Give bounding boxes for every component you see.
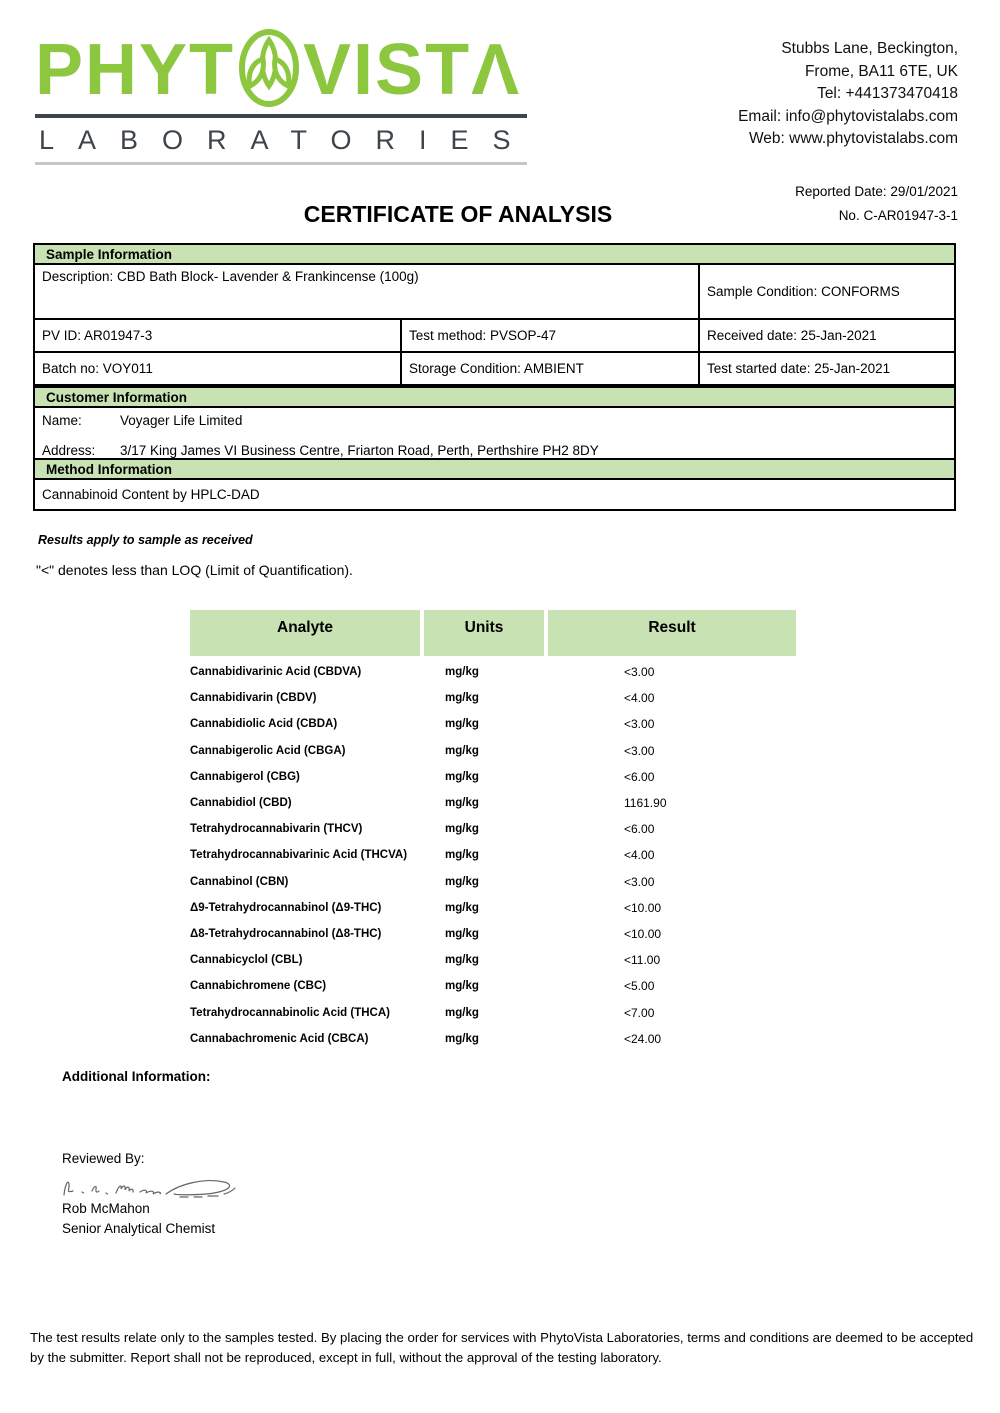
- table-row: [190, 947, 796, 973]
- table-row: [190, 895, 796, 921]
- customer-information-header: Customer Information: [35, 388, 954, 406]
- analyte-result: 1161.90: [624, 796, 667, 811]
- phytovista-logo: [35, 26, 535, 165]
- lab-contact-block: [738, 38, 958, 151]
- analyte-units: mg/kg: [445, 797, 479, 810]
- reviewed-by-label: Reviewed By:: [62, 1151, 145, 1166]
- sample-condition: Sample Condition: CONFORMS: [700, 265, 954, 318]
- analyte-units: mg/kg: [445, 849, 479, 862]
- analyte-result: <6.00: [624, 769, 655, 784]
- analyte-name: Cannabidiolic Acid (CBDA): [190, 718, 338, 731]
- column-header-result: Result: [548, 610, 796, 656]
- logo-wordmark: [35, 26, 527, 114]
- table-row: [190, 1026, 796, 1052]
- test-started-date: Test started date: 25-Jan-2021: [700, 353, 954, 384]
- analyte-name: Cannabinol (CBN): [190, 875, 289, 888]
- analyte-result: <10.00: [624, 926, 662, 941]
- analyte-name: Cannabigerolic Acid (CBGA): [190, 744, 346, 757]
- analyte-name: Cannabigerol (CBG): [190, 770, 300, 783]
- analyte-result: <24.00: [624, 1031, 662, 1046]
- contact-tel: Tel: +441373470418: [817, 85, 958, 102]
- analyte-result: <10.00: [624, 900, 662, 915]
- table-row: [190, 659, 796, 685]
- contact-address-line2: Frome, BA11 6TE, UK: [804, 62, 958, 80]
- additional-information-label: Additional Information:: [62, 1069, 211, 1084]
- analyte-units: mg/kg: [445, 692, 479, 705]
- analyte-result: <3.00: [624, 743, 655, 758]
- test-method: Test method: PVSOP-47: [402, 320, 698, 351]
- table-row: [35, 265, 954, 318]
- pv-id: PV ID: AR01947-3: [35, 320, 400, 351]
- analyte-units: mg/kg: [445, 1032, 479, 1045]
- page-title: CERTIFICATE OF ANALYSIS: [303, 201, 613, 227]
- analyte-units: mg/kg: [445, 718, 479, 731]
- analyte-units: mg/kg: [445, 1006, 479, 1019]
- table-row: [190, 842, 796, 868]
- table-row: [35, 320, 954, 351]
- column-header-units: Units: [424, 610, 544, 656]
- customer-address: 3/17 King James VI Business Centre, Friarton Road, Perth, Perthshire PH2 8DY: [120, 443, 599, 458]
- analyte-name: Cannabichromene (CBC): [190, 980, 327, 993]
- analyte-name: Cannabidiol (CBD): [190, 797, 292, 810]
- logo-word-part1: PHYT: [35, 30, 236, 110]
- method-information-header: Method Information: [35, 460, 954, 478]
- footer-disclaimer: The test results relate only to the samples tested. By placing the order for services with PhytoVista Laboratories, terms and conditions are deemed to be accepted by the submitter. Report shall not be reproduced, except in full, without the approval of the testing laboratory.: [30, 1330, 974, 1365]
- analyte-result: <5.00: [624, 979, 655, 994]
- table-row: [190, 764, 796, 790]
- customer-address-label: Address:: [42, 443, 96, 458]
- analyte-name: Cannabidivarinic Acid (CBDVA): [190, 666, 362, 679]
- analyte-units: mg/kg: [445, 901, 479, 914]
- analyte-name: Tetrahydrocannabivarin (THCV): [190, 823, 363, 836]
- analyte-result: <3.00: [624, 665, 655, 680]
- column-header-analyte: Analyte: [190, 610, 420, 656]
- method-description: Cannabinoid Content by HPLC-DAD: [35, 480, 954, 509]
- customer-details-cell: [35, 408, 954, 458]
- batch-no: Batch no: VOY011: [35, 353, 400, 384]
- customer-name-label: Name:: [42, 413, 82, 428]
- leaf-icon: [238, 28, 300, 108]
- report-number: No. C-AR01947-3-1: [838, 208, 958, 223]
- reviewer-role: Senior Analytical Chemist: [62, 1221, 216, 1236]
- analyte-name: Δ8-Tetrahydrocannabinol (Δ8-THC): [190, 927, 382, 940]
- logo-subtitle: LABORATORIES: [39, 125, 535, 155]
- table-row: [190, 921, 796, 947]
- table-row: [190, 790, 796, 816]
- table-row: [190, 685, 796, 711]
- signature-image: [56, 1165, 256, 1205]
- analyte-units: mg/kg: [445, 927, 479, 940]
- analyte-result: <4.00: [624, 691, 655, 706]
- analyte-result: <3.00: [624, 874, 655, 889]
- analyte-units: mg/kg: [445, 666, 479, 679]
- results-table-header: [190, 610, 796, 656]
- sample-information-table: [33, 243, 956, 386]
- contact-email: Email: info@phytovistalabs.com: [738, 107, 958, 125]
- analyte-name: Tetrahydrocannabinolic Acid (THCA): [190, 1006, 390, 1019]
- analyte-result: <11.00: [624, 953, 661, 968]
- table-row: [190, 973, 796, 999]
- results-table-body: [190, 659, 796, 1052]
- storage-condition: Storage Condition: AMBIENT: [402, 353, 698, 384]
- logo-divider-light: [35, 162, 527, 165]
- sample-information-header: Sample Information: [35, 245, 954, 263]
- analyte-units: mg/kg: [445, 770, 479, 783]
- method-information-table: [33, 458, 956, 511]
- logo-word-part2: VISTΛ: [303, 30, 522, 110]
- sample-received-note: Results apply to sample as received: [38, 533, 253, 547]
- table-row: [190, 738, 796, 764]
- analyte-units: mg/kg: [445, 980, 479, 993]
- table-row: [190, 869, 796, 895]
- sample-description: Description: CBD Bath Block- Lavender & Frankincense (100g): [35, 265, 698, 318]
- logo-divider-dark: [35, 114, 527, 118]
- analyte-name: Cannabidivarin (CBDV): [190, 692, 317, 705]
- table-row: [190, 711, 796, 737]
- table-row: [190, 816, 796, 842]
- results-table: [190, 610, 796, 1052]
- analyte-name: Cannabachromenic Acid (CBCA): [190, 1032, 369, 1045]
- analyte-result: <7.00: [624, 1005, 655, 1020]
- analyte-name: Tetrahydrocannabivarinic Acid (THCVA): [190, 849, 408, 862]
- analyte-units: mg/kg: [445, 875, 479, 888]
- analyte-units: mg/kg: [445, 823, 479, 836]
- analyte-units: mg/kg: [445, 954, 479, 967]
- table-row: [190, 999, 796, 1025]
- analyte-name: Cannabicyclol (CBL): [190, 954, 303, 967]
- customer-name: Voyager Life Limited: [120, 413, 243, 428]
- table-row: [35, 353, 954, 384]
- loq-note: "<" denotes less than LOQ (Limit of Quantification).: [36, 562, 353, 578]
- analyte-result: <6.00: [624, 822, 655, 837]
- customer-information-table: [33, 386, 956, 460]
- analyte-name: Δ9-Tetrahydrocannabinol (Δ9-THC): [190, 901, 382, 914]
- contact-address-line1: Stubbs Lane, Beckington,: [781, 40, 958, 57]
- contact-web: Web: www.phytovistalabs.com: [748, 130, 958, 147]
- analyte-units: mg/kg: [445, 744, 479, 757]
- reported-date: Reported Date: 29/01/2021: [795, 184, 958, 199]
- analyte-result: <3.00: [624, 717, 655, 732]
- reviewer-name: Rob McMahon: [62, 1201, 150, 1216]
- analyte-result: <4.00: [624, 848, 655, 863]
- received-date: Received date: 25-Jan-2021: [700, 320, 954, 351]
